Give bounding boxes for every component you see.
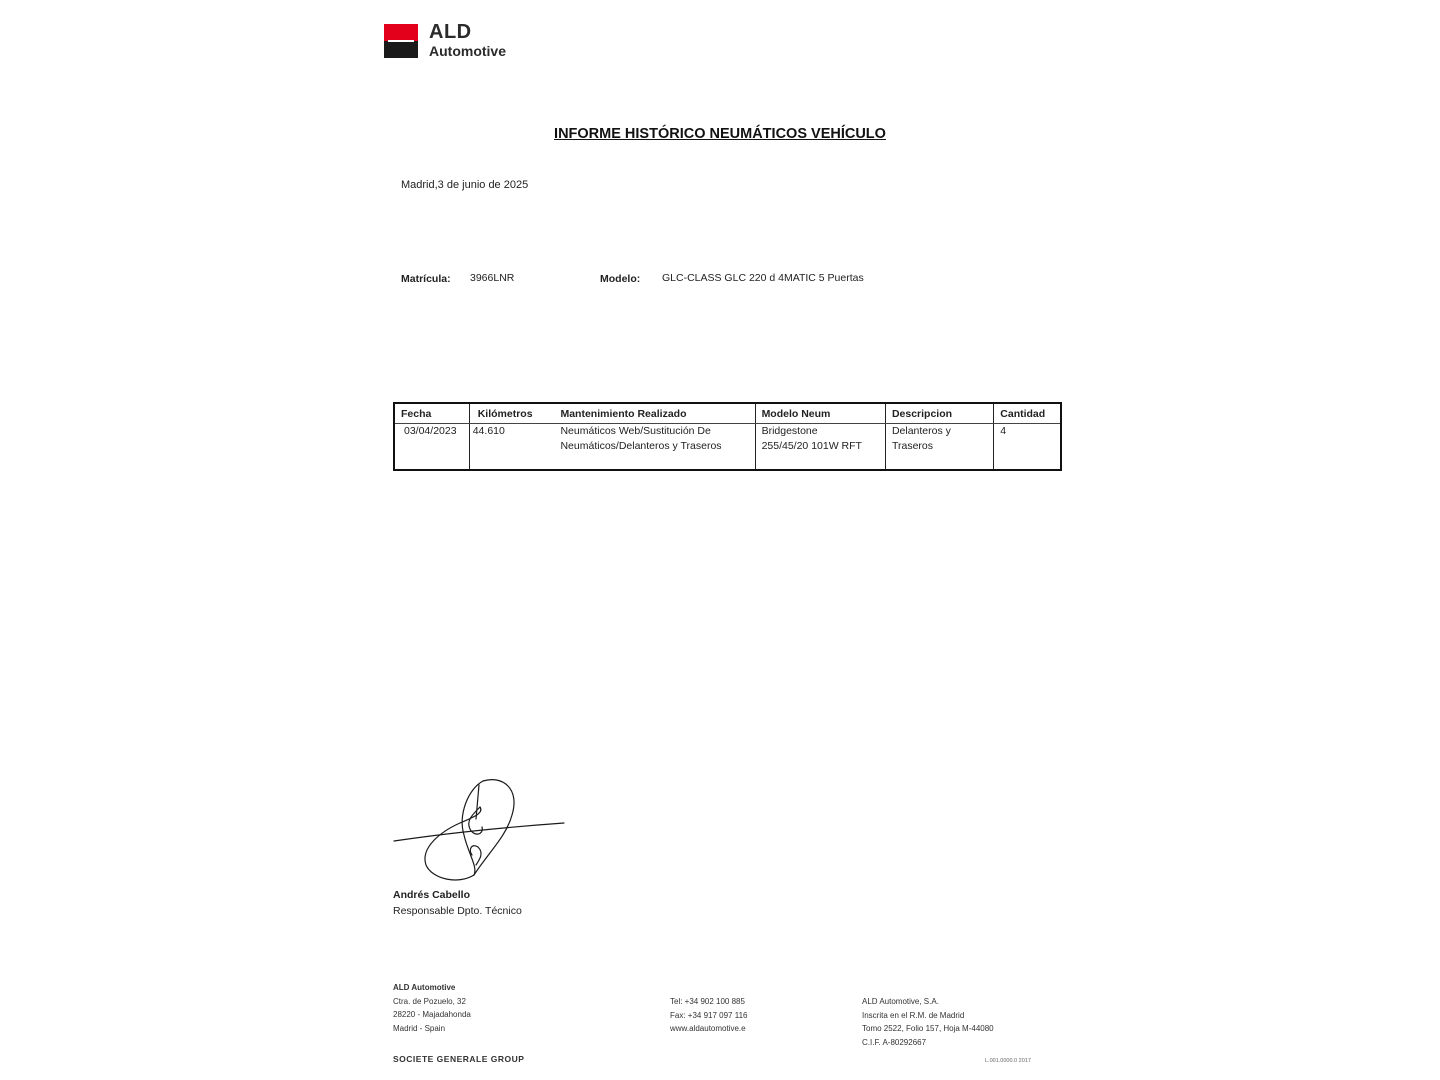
plate-label: Matrícula: [401,273,451,285]
report-date: Madrid,3 de junio de 2025 [401,179,529,191]
footer-address-line: Madrid - Spain [393,1023,446,1033]
footer-company-heading: ALD Automotive [393,983,456,992]
footer-legal [862,995,994,1049]
footer-legal-line: Tomo 2522, Folio 157, Hoja M-44080 [862,1024,994,1034]
footer-address-line: 28220 - Majadahonda [393,1010,471,1020]
footer-doc-code: L.001.0000.0 2017 [985,1058,1031,1064]
logo-name-line1: ALD [429,21,472,43]
footer-address [393,981,471,1035]
cell-descripcion: Delanteros y Traseros [885,423,993,470]
signer-name: Andrés Cabello [393,889,471,901]
footer-group-name: SOCIETE GENERALE GROUP [393,1054,525,1064]
cell-kilometros: 44.610 [469,423,554,470]
header-mantenimiento: Mantenimiento Realizado [554,403,755,423]
model-label: Modelo: [600,273,641,285]
signer-role: Responsable Dpto. Técnico [393,905,522,917]
header-descripcion: Descripcion [885,403,993,423]
logo-name-line2: Automotive [429,43,506,59]
cell-modelo-neum: Bridgestone 255/45/20 101W RFT [755,423,885,470]
header-fecha: Fecha [394,403,469,423]
cell-fecha: 03/04/2023 [404,424,457,437]
footer-legal-line: Inscrita en el R.M. de Madrid [862,1010,965,1020]
table-header-row [394,403,1061,423]
footer-contact-line: Tel: +34 902 100 885 [670,997,745,1006]
report-title: INFORME HISTÓRICO NEUMÁTICOS VEHÍCULO [554,126,886,142]
header-kilometros: Kilómetros [469,403,554,423]
table-row [394,423,1061,470]
header-modelo-neum: Modelo Neum [755,403,885,423]
header-cantidad: Cantidad [994,403,1061,423]
footer-contact [670,995,747,1036]
logo-mark [384,24,418,58]
plate-value: 3966LNR [470,272,515,284]
tyre-history-table [393,402,1062,471]
signature-image [388,775,568,890]
footer-contact-line: Fax: +34 917 097 116 [670,1010,748,1020]
cell-cantidad: 4 [994,423,1061,470]
footer-contact-line: www.aldautomotive.e [670,1024,746,1034]
model-value: GLC-CLASS GLC 220 d 4MATIC 5 Puertas [662,272,864,284]
footer-address-line: Ctra. de Pozuelo, 32 [393,996,466,1006]
footer-legal-line: ALD Automotive, S.A. [862,997,939,1006]
company-logo [384,22,524,60]
cell-mantenimiento: Neumáticos Web/Sustitución De Neumáticos/Delanteros y Traseros [560,424,722,452]
footer-legal-line: C.I.F. A-80292667 [862,1037,927,1047]
